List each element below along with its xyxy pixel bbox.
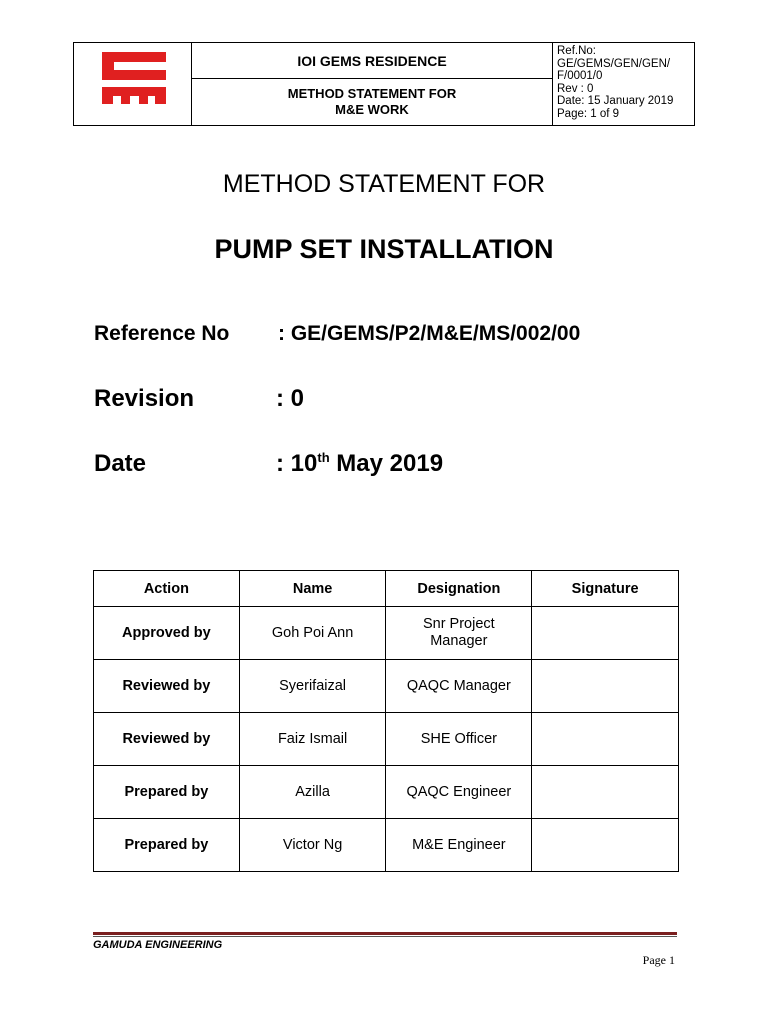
header-name: Name (239, 571, 386, 607)
row-signature (532, 607, 679, 660)
designation-line1: Snr Project (422, 616, 495, 632)
footer-company: GAMUDA ENGINEERING (93, 939, 223, 951)
title-line1: METHOD STATEMENT FOR (222, 170, 546, 198)
date-value-suffix: May 2019 (329, 450, 444, 477)
row-name: Azilla (239, 766, 386, 819)
title-line2: PUMP SET INSTALLATION (214, 234, 554, 264)
row-signature (532, 819, 679, 872)
row-signature (532, 713, 679, 766)
header-title-block (192, 43, 553, 125)
footer-rule (93, 932, 677, 935)
gm-logo-icon (74, 43, 192, 125)
header-date: Date: 15 January 2019 (557, 95, 674, 107)
row-signature (532, 660, 679, 713)
table-row (94, 713, 679, 766)
row-action: Approved by (94, 607, 240, 660)
row-designation: QAQC Engineer (386, 766, 532, 819)
row-name: Syerifaizal (239, 660, 386, 713)
header-doc-title-line2: M&E WORK (335, 102, 409, 117)
row-signature (532, 766, 679, 819)
row-action: Reviewed by (94, 713, 240, 766)
row-name: Faiz Ismail (239, 713, 386, 766)
row-action: Prepared by (94, 819, 240, 872)
approval-table (93, 570, 679, 872)
row-designation (386, 607, 532, 660)
header-designation: Designation (386, 571, 532, 607)
date-value-prefix: : 10 (276, 450, 318, 477)
reference-value: : GE/GEMS/P2/M&E/MS/002/00 (278, 322, 581, 345)
date-value-sup: th (317, 450, 330, 465)
row-designation: QAQC Manager (386, 660, 532, 713)
header-reference-block (557, 45, 693, 120)
document-header (73, 42, 695, 126)
row-action: Prepared by (94, 766, 240, 819)
footer-page-number: Page 1 (642, 953, 675, 967)
table-row (94, 766, 679, 819)
header-doc-title (192, 79, 552, 125)
revision-label: Revision (94, 385, 195, 412)
header-page: Page: 1 of 9 (557, 107, 620, 120)
row-designation: SHE Officer (386, 713, 532, 766)
row-action: Reviewed by (94, 660, 240, 713)
reference-label: Reference No (94, 322, 230, 345)
ref-line2: F/0001/0 (557, 70, 603, 82)
designation-line2: Manager (430, 633, 488, 649)
table-row (94, 819, 679, 872)
date-label: Date (94, 450, 147, 477)
project-name: IOI GEMS RESIDENCE (192, 43, 552, 79)
row-name: Victor Ng (239, 819, 386, 872)
table-row (94, 660, 679, 713)
row-designation: M&E Engineer (386, 819, 532, 872)
footer-rule-thin (93, 936, 677, 937)
table-header-row (94, 571, 679, 607)
row-name: Goh Poi Ann (239, 607, 386, 660)
ref-line1: GE/GEMS/GEN/GEN/ (557, 57, 671, 70)
date-value (276, 450, 443, 478)
company-logo (74, 43, 192, 125)
header-doc-title-line1: METHOD STATEMENT FOR (287, 86, 457, 101)
header-rev: Rev : 0 (557, 82, 594, 95)
header-signature: Signature (532, 571, 679, 607)
ref-label: Ref.No: (557, 45, 596, 57)
table-row (94, 607, 679, 660)
revision-value: : 0 (276, 385, 305, 412)
header-action: Action (94, 571, 240, 607)
